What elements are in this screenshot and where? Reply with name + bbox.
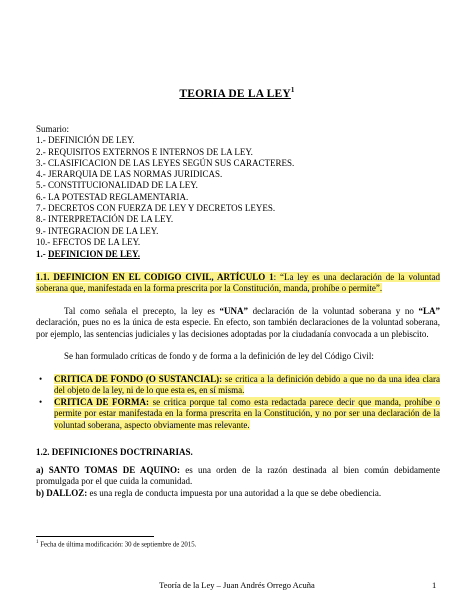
summary-item: 9.- INTEGRACION DE LA LEY. bbox=[36, 225, 159, 236]
page-number: 1 bbox=[432, 580, 437, 590]
section-number: 1.- bbox=[36, 249, 48, 259]
subsection-1-2-heading: 1.2. DEFINICIONES DOCTRINARIAS. bbox=[36, 447, 193, 457]
definition-item bbox=[36, 488, 440, 499]
summary-item: 2.- REQUISITOS EXTERNOS E INTERNOS DE LA LEY. bbox=[36, 146, 253, 157]
para1-la: “LA” bbox=[418, 306, 440, 316]
footnote-text: Fecha de última modificación: 30 de septiembre de 2015. bbox=[38, 541, 197, 549]
summary-item: 5.- CONSTITUCIONALIDAD DE LA LEY. bbox=[36, 180, 198, 191]
paragraph-criticas-intro: Se han formulado críticas de fondo y de forma a la definición de ley del Código Civil: bbox=[64, 351, 374, 361]
list-item bbox=[36, 397, 440, 431]
section-title: DEFINICION DE LEY. bbox=[48, 249, 140, 259]
page-title bbox=[0, 86, 474, 100]
section-1-heading bbox=[36, 249, 440, 260]
para1-una: “UNA” bbox=[219, 306, 249, 316]
definition-text: es una orden de la razón destinada al bien común debidamente promulgada por el que cuida la comunidad. bbox=[36, 465, 440, 487]
list-item bbox=[36, 374, 440, 397]
summary-item: 3.- CLASIFICACION DE LAS LEYES SEGÚN SUS CARACTERES. bbox=[36, 157, 295, 168]
summary-label: Sumario: bbox=[36, 124, 69, 134]
page-footer: Teoría de la Ley – Juan Andrés Orrego Acuña bbox=[159, 580, 315, 590]
summary-item: 1.- DEFINICIÓN DE LEY. bbox=[36, 135, 135, 146]
summary-item: 10.- EFECTOS DE LA LEY. bbox=[36, 236, 141, 247]
footnote bbox=[36, 540, 196, 548]
paragraph-una-declaracion bbox=[36, 306, 440, 340]
summary bbox=[36, 124, 440, 248]
definition-item bbox=[36, 465, 440, 488]
footnote-mark: 1 bbox=[36, 540, 39, 545]
para1-text-c: declaración, pues no es la única de esta especie. En efecto, son también declaraciones de la voluntad soberana, por ejemplo, las sentencias judiciales y las decisiones adoptadas por la ciudadanía convocada a un plebiscito. bbox=[36, 317, 440, 339]
summary-item: 7.- DECRETOS CON FUERZA DE LEY Y DECRETOS LEYES. bbox=[36, 203, 276, 214]
critica-fondo-text: se critica a la definición debido a que no da una idea clara del objeto de la ley, ni de lo que esta es, en sí misma. bbox=[54, 374, 440, 396]
subsection-1-1-heading: 1.1. DEFINICION EN EL CODIGO CIVIL, ARTÍCULO 1 bbox=[36, 272, 274, 282]
critica-forma-label: CRITICA DE FORMA: bbox=[54, 397, 150, 408]
critica-fondo-label: CRITICA DE FONDO (O SUSTANCIAL): bbox=[54, 374, 223, 384]
bullet-icon: • bbox=[39, 397, 43, 408]
summary-item: 4.- JERARQUIA DE LAS NORMAS JURIDICAS. bbox=[36, 169, 223, 180]
definition-author: a) SANTO TOMAS DE AQUINO: bbox=[36, 465, 180, 475]
doctrinal-definitions bbox=[36, 465, 440, 499]
definition-author: b) DALLOZ: bbox=[36, 487, 88, 498]
para1-text-b: declaración de la voluntad soberana y no bbox=[248, 306, 419, 316]
para1-text-a: Tal como señala el precepto, la ley es bbox=[64, 306, 220, 316]
article-1-quote: : “La ley es una declaración de la voluntad soberana que, manifestada en la forma prescrita por la Constitución, manda, prohíbe o permite”. bbox=[36, 272, 440, 294]
bullet-icon: • bbox=[39, 374, 43, 384]
definition-codigo-civil bbox=[36, 272, 440, 295]
footnote-divider bbox=[36, 536, 154, 537]
definition-text: es una regla de conducta impuesta por una autoridad a la que se debe obediencia. bbox=[87, 487, 382, 498]
summary-item: 8.- INTERPRETACIÓN DE LA LEY. bbox=[36, 214, 174, 225]
criticas-list bbox=[36, 374, 440, 431]
summary-item: 6.- LA POTESTAD REGLAMENTARIA. bbox=[36, 191, 189, 202]
critica-forma-text: se critica porque tal como esta redactada parece decir que manda, prohíbe o permite por estar manifestada en la forma prescrita en la Constitución, y no por ser una declaración de la voluntad soberana, aspecto obviamente mas relevante. bbox=[54, 397, 440, 430]
title-footnote-mark: 1 bbox=[290, 86, 295, 94]
title-text: TEORIA DE LA LEY bbox=[179, 87, 291, 100]
